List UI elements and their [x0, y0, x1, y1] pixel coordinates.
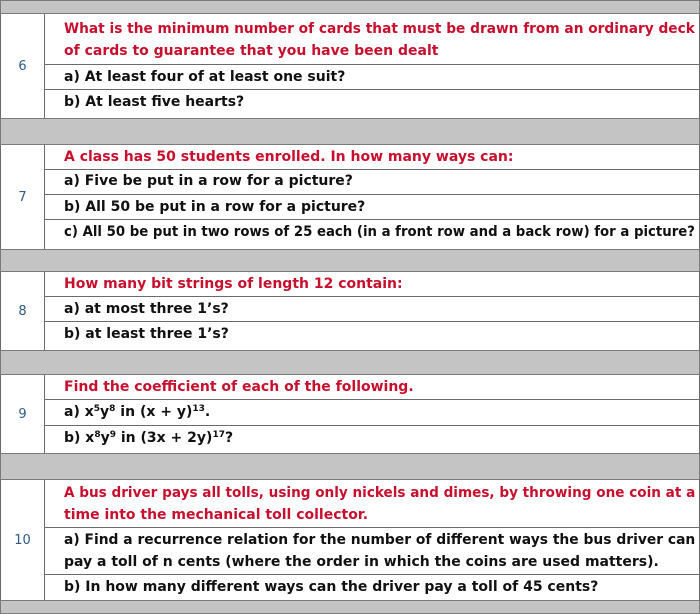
question-number: 10 [1, 480, 45, 600]
question-part: a) At least four of at least one suit? [64, 69, 346, 85]
question-prompt-line: What is the minimum number of cards that must be drawn from an ordinary deck [64, 21, 695, 37]
row-divider [45, 574, 699, 575]
row-divider [45, 89, 699, 90]
question-prompt-line: time into the mechanical toll collector. [64, 507, 369, 523]
question-row-10 [0, 480, 700, 600]
question-prompt-line: A class has 50 students enrolled. In how many ways can: [64, 149, 514, 165]
question-part: pay a toll of n cents (where the order in which the coins are used matters). [64, 554, 659, 570]
separator-band [0, 350, 700, 375]
row-divider [45, 64, 699, 65]
question-prompt-line: Find the coefficient of each of the following. [64, 379, 414, 395]
question-part: a) Find a recurrence relation for the number of different ways the bus driver can [64, 532, 696, 548]
question-number: 8 [1, 272, 45, 350]
separator-band [0, 118, 700, 145]
question-prompt-line: How many bit strings of length 12 contain: [64, 276, 403, 292]
question-part: c) All 50 be put in two rows of 25 each (in a front row and a back row) for a picture? [64, 224, 695, 240]
question-part: b) All 50 be put in a row for a picture? [64, 199, 366, 215]
question-part: a) at most three 1’s? [64, 301, 229, 317]
row-divider [45, 296, 699, 297]
separator-band [0, 0, 700, 14]
row-divider [45, 219, 699, 220]
row-divider [45, 194, 699, 195]
row-divider [45, 527, 699, 528]
question-part-math: a) $x^5y^8$ in $(x + y)^{13}$. [64, 404, 211, 420]
separator-band [0, 249, 700, 272]
question-number: 7 [1, 145, 45, 249]
question-number: 6 [1, 14, 45, 118]
question-part-math: b) $x^8y^9$ in $(3x + 2y)^{17}$? [64, 430, 234, 446]
question-row-7 [0, 145, 700, 249]
row-divider [45, 399, 699, 400]
separator-band [0, 453, 700, 480]
question-part: b) At least five hearts? [64, 94, 245, 110]
row-divider [45, 321, 699, 322]
question-part: a) Five be put in a row for a picture? [64, 173, 353, 189]
question-number: 9 [1, 375, 45, 453]
question-row-6 [0, 14, 700, 118]
question-prompt-line: of cards to guarantee that you have been dealt [64, 43, 439, 59]
question-row-9 [0, 375, 700, 453]
separator-band [0, 600, 700, 614]
question-part: b) In how many different ways can the driver pay a toll of 45 cents? [64, 579, 599, 595]
row-divider [45, 425, 699, 426]
question-row-8 [0, 272, 700, 350]
question-part: b) at least three 1’s? [64, 326, 229, 342]
question-prompt-line: A bus driver pays all tolls, using only nickels and dimes, by throwing one coin at a [64, 485, 696, 501]
